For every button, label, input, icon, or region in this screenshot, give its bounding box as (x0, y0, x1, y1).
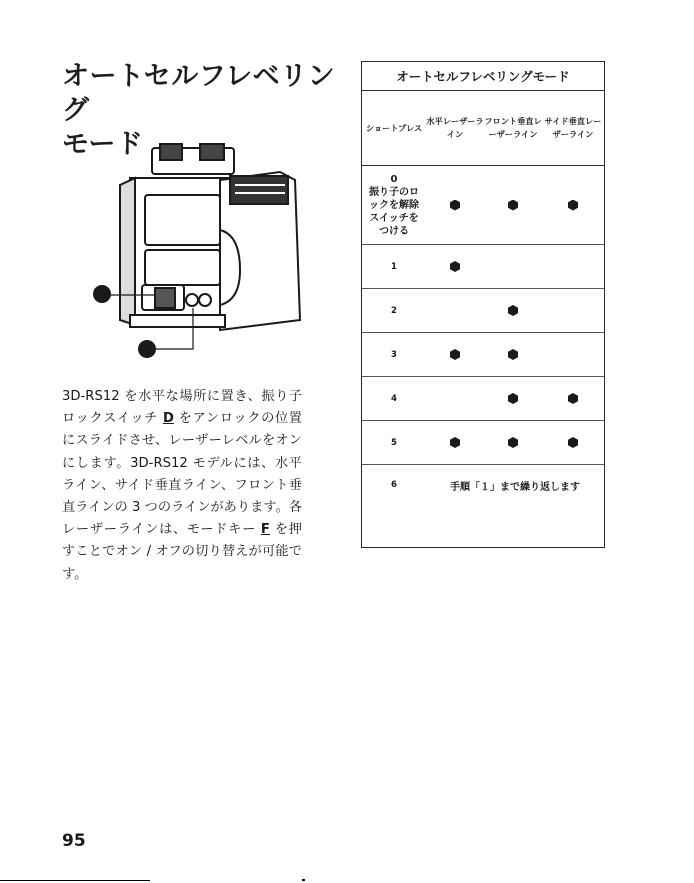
mode-number: 1 (362, 245, 427, 289)
on-dot (450, 349, 460, 360)
on-dot (450, 437, 460, 448)
on-dot (508, 305, 518, 316)
on-dot (508, 200, 518, 211)
key-letter: F (260, 522, 270, 538)
table-row (362, 166, 605, 245)
header-front-vertical: フロント垂直レーザーライン (484, 91, 542, 166)
switch-letter: D (162, 411, 174, 427)
title-line-2: モード (62, 129, 144, 160)
table-row (362, 333, 605, 377)
header-horizontal: 水平レーザーライン (426, 91, 484, 166)
mode-note: 振り子のロックを解除スイッチをつける (369, 186, 419, 237)
mode-number: 2 (362, 289, 427, 333)
on-dot (450, 200, 460, 211)
instruction-paragraph: 3D-RS12 を水平な場所に置き、振り子ロックスイッチ D をアンロックの位置にスライドさせ、レーザーレベルをオンにします。3D-RS12 モデルには、水平ライン、サイド垂直ライン、フロント垂直ラインの 3 つのラインがあります。各レーザーラインは、モードキー F を押すことでオン / オフの切り替えが可能です。 (62, 389, 302, 582)
table-row (362, 465, 605, 506)
mode-number: 6 (391, 480, 397, 490)
table-title: オートセルフレベリングモード (362, 62, 605, 91)
header-short-press: ショートプレス (362, 91, 427, 166)
on-dot (568, 393, 578, 404)
page-number: 95 (62, 831, 86, 851)
header-side-vertical: サイド垂直レーザーライン (542, 91, 605, 166)
table-row (362, 421, 605, 465)
footer-tick (302, 879, 305, 881)
mode-number: 0 (390, 173, 398, 185)
on-dot (568, 437, 578, 448)
on-dot (508, 437, 518, 448)
laser-level-illustration (90, 140, 310, 360)
on-dot (508, 349, 518, 360)
footer-rule (0, 880, 150, 881)
repeat-note: 手順「１」まで繰り返します (450, 481, 580, 493)
mode-table (361, 61, 605, 548)
mode-number: 4 (362, 377, 427, 421)
mode-number: 3 (362, 333, 427, 377)
table-row (362, 377, 605, 421)
mode-number: 5 (362, 421, 427, 465)
on-dot (568, 200, 578, 211)
table-row (362, 245, 605, 289)
on-dot (450, 261, 460, 272)
on-dot (508, 393, 518, 404)
title-line-1: オートセルフレベリング (62, 61, 336, 126)
table-row (362, 289, 605, 333)
